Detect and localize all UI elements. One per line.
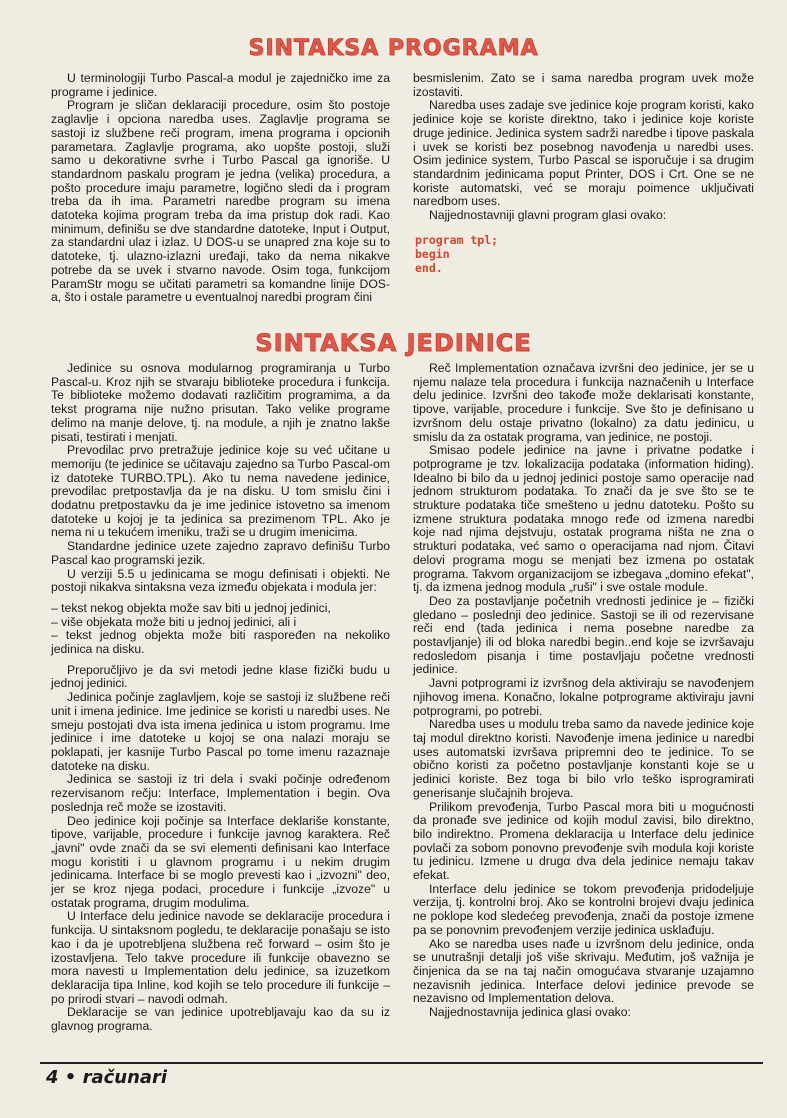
paragraph: Ako se naredba uses nađe u izvršnom delu jedinice, onda se unutrašnji detalji još više skrivaju. Međutim, još važnija je činjenica da se na taj način omogućava stvaranje uzajamno nezavisnih jedinica. Interface delovi jedinice prevode se nezavisno od Implementation delova. xyxy=(413,936,754,1006)
paragraph: Preporučljivo je da svi metodi jedne klase fizički budu u jednoj jedinici. xyxy=(51,662,390,691)
paragraph: U Interface delu jedinice navode se deklaracije procedura i funkcija. U sintaksnom pogledu, te deklaracije ponašaju se isto kao i da je upotrebljena službena reč forward – osim što je izostavljena. Telo takve procedure ili funkcije obavezno se mora navesti u Implementation delu jedinice, sa izuzetkom deklaracija tipa Inline, kod kojih se telo procedure ili funkcije – po prirodi stvari – navodi odmah. xyxy=(51,909,390,1006)
paragraph: Prevodilac prvo pretražuje jedinice koje su već učitane u memoriju (te jedinice se učitavaju zajedno sa Turbo Pascal-om iz datoteke TURBO.TPL). Ako tu nema navedene jedinice, prevodilac pretpostavlja da je na disku. U tom smislu čini i dodatnu pretpostavku da je ime jedinice istovetno sa imenom datoteke u kojoj je ta jedinica sa prezimenom TPL. Ako je nema ni u tekućem imeniku, traži se u drugim imenicima. xyxy=(51,443,390,540)
footer-rule xyxy=(40,1062,763,1064)
paragraph: Naredba uses u modulu treba samo da navede jedinice koje taj modul direktno koristi. Navođenje imena jedinice u naredbi uses automatski izvršava pripremni deo te jedinice. To se obično koristi za početno postavljanje konstanti koje se u jedinici koriste. Bez toga bi bilo vrlo teško isprogramirati generisanje slučajnih brojeva. xyxy=(413,717,754,800)
paragraph: U verziji 5.5 u jedinicama se mogu definisati i objekti. Ne postoji nikakva sintaksna veza između objekata i modula jer: xyxy=(51,566,390,595)
paragraph: besmislenim. Zato se i sama naredba program uvek može izostaviti. xyxy=(413,71,754,99)
section-title-program-syntax: SINTAKSA PROGRAMA xyxy=(248,36,539,61)
paragraph: Smisao podele jedinice na javne i privatne podatke i potprograme je tzv. lokalizacija podataka (information hiding). Idealno bi bilo da u jednoj jedinici postoje samo operacije nad jednom strukturom podataka. To znači da je sve što se te strukture podataka tiče smešteno u jednu datoteku. Pošto su izmene struktura podataka mnogo ređe od izmena naredbi koje nad njima dejstvuju, ostatak programa ništa ne zna o strukturi podataka, već samo o operacijama nad njom. Čitavi delovi programa mogu se menjati bez izmena po ostatak programa. Takvom organizacijom se izbegava „domino efekat", tj. da izmena jednog modula „ruši" i sve ostale module. xyxy=(413,443,754,595)
code-line: program tpl; xyxy=(415,232,499,247)
program-syntax-left-column xyxy=(51,72,390,305)
unit-syntax-left-column xyxy=(51,362,390,1034)
paragraph: U terminologiji Turbo Pascal-a modul je zajedničko ime za programe i jedinice. xyxy=(51,71,390,99)
program-syntax-right-column xyxy=(413,72,754,275)
paragraph: Javni potprogrami iz izvršnog dela aktiviraju se navođenjem njihovog imena. Konačno, lokalne potprograme aktiviraju javni potprogrami, po potrebi. xyxy=(413,676,754,718)
paragraph: Deklaracije se van jedinice upotrebljavaju kao da su iz glavnog programa. xyxy=(51,1005,390,1034)
paragraph: Standardne jedinice uzete zajedno zapravo definišu Turbo Pascal kao programski jezik. xyxy=(51,539,390,567)
page-footer: 4 • računari xyxy=(46,1067,168,1088)
list-item: – tekst nekog objekta može sav biti u jednoj jedinici, xyxy=(51,600,331,615)
code-listing-program xyxy=(415,233,754,275)
paragraph: Prilikom prevođenja, Turbo Pascal mora biti u mogućnosti da pronađe sve jedinice od kojih modul zavisi, bilo direktno, bilo indirektno. Promena deklaracija u Interface delu jedinice povlači za sobom ponovno prevođenje svih modula koji koriste tu jedinicu. Izmene u drugα dva dela jedinice nemaju takav efekat. xyxy=(413,799,754,883)
paragraph: Najjednostavniji glavni program glasi ovako: xyxy=(429,208,667,223)
paragraph: Jedinice su osnova modularnog programiranja u Turbo Pascal-u. Kroz njih se stvaraju biblioteke procedura i funkcija. Te biblioteke možemo dodavati različitim programima, a da tekst programa nije nužno prisutan. Tako velike programe delimo na manje delove, tj. na module, a njih je znatno lakše pisati, testirati i menjati. xyxy=(51,361,390,444)
list-item: – tekst jednog objekta može biti raspoređen na nekoliko jedinica na disku. xyxy=(51,628,390,657)
list-item: – više objekata može biti u jednoj jedinici, ali i xyxy=(51,614,297,629)
paragraph: Reč Implementation označava izvršni deo jedinice, jer se u njemu nalaze tela procedura i funkcija naznačenih u Interface delu jedinice. Izvršni deo takođe može deklarisati konstante, tipove, varijable, procedure i funkcije. Sve što je definisano u izvršnom delu ostaje privatno (lokalno) za datu jedinicu, u smislu da za ostatak programa, van jedinice, ne postoji. xyxy=(413,361,754,444)
paragraph: Jedinica počinje zaglavljem, koje se sastoji iz službene reči unit i imena jedinice. Ime jedinice se koristi u naredbi uses. Ne smeju postojati dva ista imena jedinica u istom programu. Ime jedinice i ime datoteke u kojoj se ona nalazi moraju se poklapati, jer kasnije Turbo Pascal po tome imenu razaznaje datoteke na disku. xyxy=(51,690,390,773)
paragraph: Najjednostavnija jedinica glasi ovako: xyxy=(429,1005,631,1020)
paragraph: Program je sličan deklaraciji procedure, osim što postoje zaglavlje i opciona naredba uses. Zaglavlje programa se sastoji iz službene reči program, imena programa i opcionih parametara. Zaglavlje programa, ako uopšte postoji, služi samo u dekorativne svrhe i Turbo Pascal ga ignoriše. U standardnom paskalu program je jedna (velika) procedura, a pošto procedure imaju parametre, logično sledi da i program treba da ih ima. Parametri naredbe program su imena datoteka kojima program treba da ima pristup dok radi. Kao minimum, definišu se dve standardne datoteke, Input i Output, za standardni ulaz i izlaz. U DOS-u se unapred zna koje su to datoteke, tj. ulazno-izlazni uređaji, tako da nema nikakve potrebe da se uvek i stvarno navode. Osim toga, funkcijom ParamStr mogu se učitati parametri sa komandne linije DOS-a, što i ostale parametre u eventualnoj naredbi program čini xyxy=(51,98,390,305)
paragraph: Deo za postavljanje početnih vrednosti jedinice je – fizički gledano – poslednji deo jedinice. Sastoji se ili od rezervisane reči end (tada jedinica i nema posebne naredbe za postavljanje) ili od bloka naredbi begin..end koje se izvršavaju redosledom pisanja i time postavljaju početne vrednosti jedinice. xyxy=(413,593,754,677)
paragraph: Jedinica se sastoji iz tri dela i svaki počinje određenom rezervisanom rečju: Interface, Implementation i begin. Ova poslednja reč može se izostaviti. xyxy=(51,772,390,814)
paragraph: Interface delu jedinice se tokom prevođenja pridodeljuje verzija, tj. kontrolni broj. Ako se kontrolni brojevi dvaju jedinica ne poklope kod sledećeg prevođenja, znači da postoje izmene pa se ponovnim prevođenjem verzije jedinica usklađuju. xyxy=(413,881,754,937)
code-line: begin xyxy=(415,246,450,261)
section-title-unit-syntax: SINTAKSA JEDINICE xyxy=(255,329,532,357)
paragraph: Naredba uses zadaje sve jedinice koje program koristi, kako jedinice koje se koriste direktno, tako i jedinice koje koriste druge jedinice. Jedinica system sadrži naredbe i tipove paskala i uvek se koristi bez posebnog navođenja u naredbi uses. Osim jedinice system, Turbo Pascal se isporučuje i sa drugim standardnim jedinicama poput Printer, DOS i Crt. One se ne koriste automatski, već se moraju poimence uključivati naredbom uses. xyxy=(413,98,754,209)
code-line: end. xyxy=(415,260,443,275)
bullet-list xyxy=(51,602,390,657)
paragraph: Deo jedinice koji počinje sa Interface deklariše konstante, tipove, varijable, procedure i funkcije javnog karaktera. Reč „javni" ovde znači da se svi elementi definisani kao Interface mogu koristiti i u glavnom programu i u nekim drugim jedinicama. Interface bi se moglo prevesti kao i „izvozni" deo, jer se kroz njega podaci, procedure i funkcije „izvoze" u ostatak programa, drugim modulima. xyxy=(51,813,390,910)
unit-syntax-right-column xyxy=(413,362,754,1020)
